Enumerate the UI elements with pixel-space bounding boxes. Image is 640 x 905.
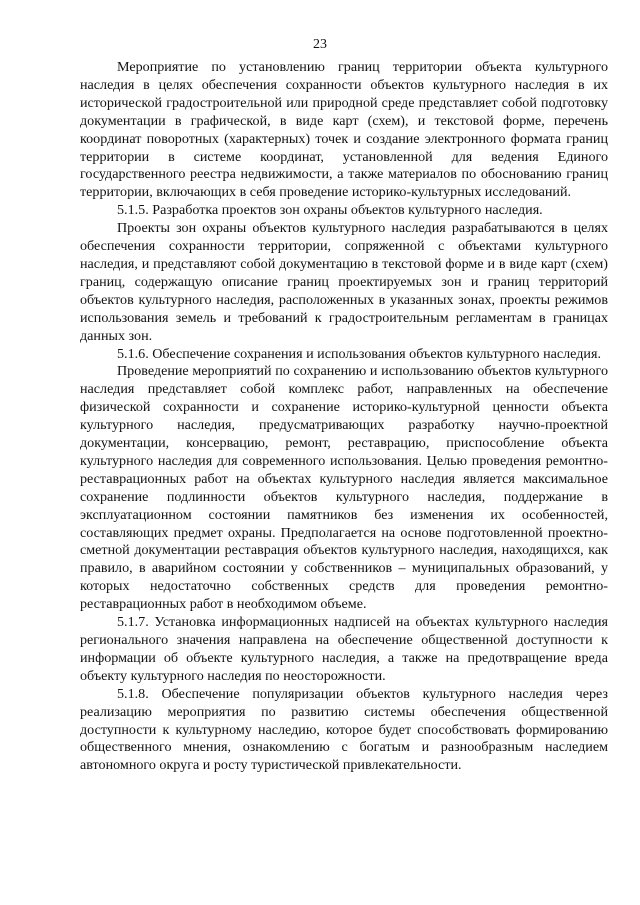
paragraph-5-1-7-information-signs: 5.1.7. Установка информационных надписей на объектах культурного наследия регионального значения направлена на обеспечение общественной доступности к информации об объекте культурного наследия, а также на предотвращение вреда объекту культурного наследия по неосторожности.	[80, 614, 608, 684]
page-number: 23	[313, 37, 327, 52]
paragraph-preservation-works: Проведение мероприятий по сохранению и использованию объектов культурного наследия представляет собой комплекс работ, направленных на обеспечение физической сохранности и сохранение историко-культурной ценности объекта культурного наследия, предусматривающих разработку научно-проектной документации, консервацию, ремонт, реставрацию, приспособление объекта культурного наследия для современного использования. Целью проведения ремонтно-реставрационных работ на объектах культурного наследия является максимальное сохранение подлинности объектов культурного наследия, поддержание в эксплуатационном состоянии памятников без изменения их особенностей, составляющих предмет охраны. Предполагается на основе подготовленной проектно-сметной документации реставрация объектов культурного наследия, находящихся, как правило, в аварийном состоянии у собственников – муниципальных образований, у которых недостаточно собственных средств для проведения ремонтно-реставрационных работ в необходимом объеме.	[80, 363, 608, 613]
section-heading-5-1-5: 5.1.5. Разработка проектов зон охраны объектов культурного наследия.	[117, 202, 543, 219]
paragraph-protection-zones: Проекты зон охраны объектов культурного наследия разрабатываются в целях обеспечения сохранности территории, сопряженной с объектами культурного наследия, и представляют собой документацию в текстовой форме и в виде карт (схем) границ, содержащую описание границ проектируемых зон и границ территорий объектов культурного наследия, расположенных в указанных зонах, проекты режимов использования земель и требований к градостроительным регламентам в границах данных зон.	[80, 220, 608, 344]
paragraph-5-1-8-popularization: 5.1.8. Обеспечение популяризации объектов культурного наследия через реализацию мероприятия по развитию системы обеспечения общественной доступности к культурному наследию, которое будет способствовать формированию общественного мнения, ознакомлению с богатым и разнообразным наследием автономного округа и росту туристической привлекательности.	[80, 685, 608, 774]
paragraph-territory-boundaries: Мероприятие по установлению границ территории объекта культурного наследия в целях обеспечения сохранности объектов культурного наследия в их исторической градостроительной или природной среде представляет собой подготовку документации в графической, в виде карт (схем), и текстовой форме, перечень координат поворотных (характерных) точек и создание электронного формата границ территории в системе координат, установленной для ведения Единого государственного реестра недвижимости, а также материалов по обоснованию границ территории, включающих в себя проведение историко-культурных исследований.	[80, 59, 608, 201]
document-body	[80, 59, 608, 775]
section-heading-5-1-6: 5.1.6. Обеспечение сохранения и использования объектов культурного наследия.	[117, 345, 601, 362]
